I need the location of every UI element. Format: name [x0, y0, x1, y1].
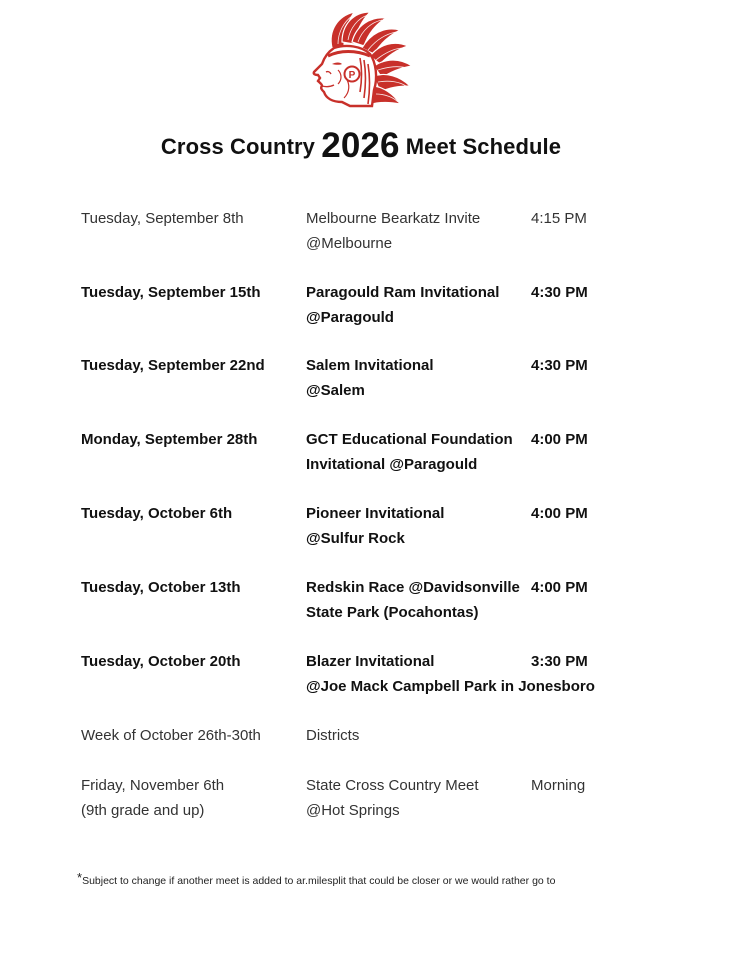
- meet-event-line: @Hot Springs: [306, 801, 400, 819]
- meet-event-line: Pioneer Invitational: [306, 505, 445, 522]
- meet-date: [81, 281, 303, 306]
- meet-time: 4:30 PM: [531, 357, 588, 374]
- meet-event-line: @Sulfur Rock: [306, 529, 405, 547]
- meet-event: [306, 724, 606, 749]
- meet-date-line: Tuesday, September 15th: [81, 284, 261, 301]
- footnote-text: Subject to change if another meet is added to ar.milesplit that could be closer or we would rather go to: [82, 875, 556, 887]
- meet-event-line: Invitational @Paragould: [306, 455, 478, 473]
- meet-event-line: @Joe Mack Campbell Park in Jonesboro: [306, 677, 595, 695]
- headdress-logo-icon: [298, 8, 422, 112]
- meet-time: 3:30 PM: [531, 653, 588, 670]
- title-suffix: Meet Schedule: [405, 134, 562, 159]
- meet-date-line: (9th grade and up): [81, 801, 205, 819]
- meet-date: [81, 502, 303, 527]
- meet-date-line: Monday, September 28th: [81, 431, 258, 448]
- meet-time: 4:00 PM: [531, 579, 588, 596]
- meet-time: 4:00 PM: [531, 505, 588, 522]
- meet-date: [81, 428, 303, 453]
- page-title: [0, 126, 722, 166]
- meet-date: [81, 207, 303, 232]
- meet-event-line: @Paragould: [306, 308, 394, 326]
- meet-time: Morning: [531, 777, 586, 794]
- meet-event-line: Melbourne Bearkatz Invite: [306, 210, 481, 227]
- footnote-mark: *: [77, 870, 83, 885]
- meet-date: [81, 576, 303, 601]
- meet-date-line: Friday, November 6th: [81, 777, 225, 794]
- meet-date: [81, 774, 303, 823]
- footnote: [77, 870, 555, 887]
- meet-date: [81, 724, 303, 749]
- meet-event-line: @Melbourne: [306, 234, 393, 252]
- meet-date-line: Tuesday, October 6th: [81, 505, 233, 522]
- meet-date-line: Tuesday, September 22nd: [81, 357, 265, 374]
- meet-date: [81, 354, 303, 379]
- meet-event-line: @Salem: [306, 381, 365, 399]
- title-year: 2026: [321, 126, 400, 165]
- meet-event-line: Blazer Invitational: [306, 653, 435, 670]
- meet-time: 4:00 PM: [531, 431, 588, 448]
- meet-event-line: Salem Invitational: [306, 357, 434, 374]
- meet-date-line: Tuesday, October 13th: [81, 579, 241, 596]
- meet-time: 4:15 PM: [531, 210, 587, 227]
- meet-event-line: State Cross Country Meet: [306, 777, 479, 794]
- meet-event-line: Paragould Ram Invitational: [306, 284, 500, 301]
- meet-time: 4:30 PM: [531, 284, 588, 301]
- meet-date: [81, 650, 303, 675]
- meet-event-line: GCT Educational Foundation: [306, 431, 513, 448]
- meet-event-line: State Park (Pocahontas): [306, 603, 479, 621]
- meet-event-line: Redskin Race @Davidsonville: [306, 579, 520, 596]
- title-prefix: Cross Country: [160, 134, 316, 159]
- svg-text:P: P: [348, 70, 356, 81]
- meet-event-line: Districts: [306, 727, 360, 744]
- meet-date-line: Week of October 26th-30th: [81, 727, 261, 744]
- meet-date-line: Tuesday, September 8th: [81, 210, 244, 227]
- meet-date-line: Tuesday, October 20th: [81, 653, 241, 670]
